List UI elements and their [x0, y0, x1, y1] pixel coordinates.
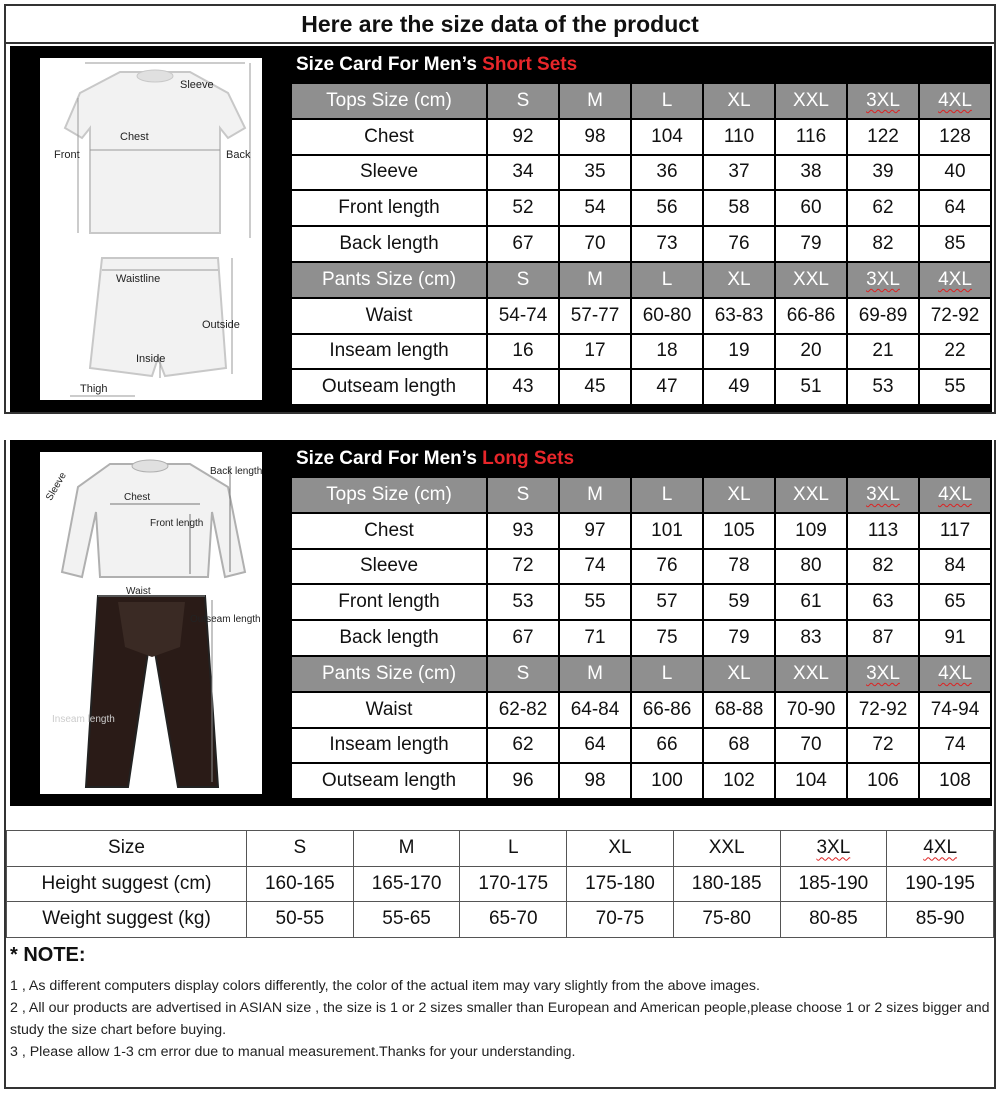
tops-header-row	[292, 478, 992, 514]
label-back: Back	[226, 149, 251, 161]
value-cell: 66-86	[776, 299, 848, 335]
value-cell: 102	[704, 764, 776, 800]
value-cell: 98	[560, 764, 632, 800]
value-cell: 79	[776, 227, 848, 263]
value-cell: 74	[560, 550, 632, 586]
row-label: Sleeve	[292, 550, 488, 586]
row-label: Height suggest (cm)	[7, 866, 247, 902]
table-row	[292, 156, 992, 192]
value-cell: 59	[704, 585, 776, 621]
value-cell: 60-80	[632, 299, 704, 335]
value-cell: 87	[848, 621, 920, 657]
value-cell: 85	[920, 227, 992, 263]
size-cell: M	[353, 831, 460, 867]
size-cell: M	[560, 263, 632, 299]
label-thigh: Thigh	[80, 383, 108, 395]
value-cell: 82	[848, 227, 920, 263]
value-cell: 66-86	[632, 693, 704, 729]
table-row	[292, 299, 992, 335]
value-cell: 61	[776, 585, 848, 621]
value-cell: 72	[488, 550, 560, 586]
value-cell: 79	[704, 621, 776, 657]
size-cell: L	[460, 831, 567, 867]
label-outseam: Outseam length	[190, 614, 261, 625]
note-item: 1 , As different computers display colors differently, the color of the actual item may vary slightly from the above images.	[10, 978, 760, 994]
size-cell: XL	[704, 478, 776, 514]
size-cell: XL	[567, 831, 674, 867]
value-cell: 64	[920, 191, 992, 227]
value-cell: 47	[632, 370, 704, 406]
size-cell: L	[632, 84, 704, 120]
value-cell: 97	[560, 514, 632, 550]
table-row	[292, 550, 992, 586]
value-cell: 101	[632, 514, 704, 550]
value-cell: 58	[704, 191, 776, 227]
pants-header-row	[292, 263, 992, 299]
value-cell: 63-83	[704, 299, 776, 335]
value-cell: 38	[776, 156, 848, 192]
table-row	[292, 585, 992, 621]
table-row	[292, 764, 992, 800]
value-cell: 52	[488, 191, 560, 227]
value-cell: 72	[848, 729, 920, 765]
value-cell: 71	[560, 621, 632, 657]
long-jersey-diagram	[40, 452, 262, 794]
size-cell: L	[632, 478, 704, 514]
value-cell: 19	[704, 335, 776, 371]
value-cell: 69-89	[848, 299, 920, 335]
label-chest: Chest	[124, 492, 151, 503]
value-cell: 76	[632, 550, 704, 586]
short-sets-table	[292, 84, 992, 406]
size-cell: 4XL	[920, 657, 992, 693]
value-cell: 76	[704, 227, 776, 263]
size-cell: XL	[704, 657, 776, 693]
value-cell: 34	[488, 156, 560, 192]
value-cell: 104	[776, 764, 848, 800]
value-cell: 70	[776, 729, 848, 765]
value-cell: 72-92	[920, 299, 992, 335]
row-label: Inseam length	[292, 335, 488, 371]
short-sets-illustration	[40, 58, 262, 400]
value-cell: 60	[776, 191, 848, 227]
size-cell: XL	[704, 84, 776, 120]
value-cell: 64	[560, 729, 632, 765]
value-cell: 109	[776, 514, 848, 550]
size-cell: XXL	[673, 831, 780, 867]
table-row	[292, 120, 992, 156]
value-cell: 160-165	[247, 866, 354, 902]
value-cell: 113	[848, 514, 920, 550]
value-cell: 39	[848, 156, 920, 192]
long-sets-section	[10, 440, 992, 806]
value-cell: 73	[632, 227, 704, 263]
tops-header-row	[292, 84, 992, 120]
size-cell: 3XL	[848, 263, 920, 299]
table-row	[292, 514, 992, 550]
value-cell: 85-90	[887, 902, 994, 938]
value-cell: 98	[560, 120, 632, 156]
size-cell: L	[632, 657, 704, 693]
value-cell: 40	[920, 156, 992, 192]
value-cell: 185-190	[780, 866, 887, 902]
value-cell: 170-175	[460, 866, 567, 902]
page-title: Here are the size data of the product	[4, 4, 996, 44]
row-label: Sleeve	[292, 156, 488, 192]
label-chest: Chest	[120, 131, 149, 143]
value-cell: 165-170	[353, 866, 460, 902]
value-cell: 64-84	[560, 693, 632, 729]
size-cell: XXL	[776, 657, 848, 693]
size-cell: S	[488, 84, 560, 120]
suggest-header-row	[7, 831, 994, 867]
heading-prefix: Size Card For Men’s	[296, 448, 483, 469]
size-cell: XL	[704, 263, 776, 299]
size-cell: L	[632, 263, 704, 299]
value-cell: 35	[560, 156, 632, 192]
value-cell: 57	[632, 585, 704, 621]
value-cell: 16	[488, 335, 560, 371]
row-label: Front length	[292, 191, 488, 227]
long-sets-heading	[292, 440, 992, 478]
value-cell: 108	[920, 764, 992, 800]
value-cell: 75	[632, 621, 704, 657]
size-cell: 4XL	[920, 478, 992, 514]
table-row	[7, 902, 994, 938]
value-cell: 128	[920, 120, 992, 156]
value-cell: 80-85	[780, 902, 887, 938]
value-cell: 49	[704, 370, 776, 406]
value-cell: 65-70	[460, 902, 567, 938]
value-cell: 65	[920, 585, 992, 621]
value-cell: 70	[560, 227, 632, 263]
value-cell: 67	[488, 621, 560, 657]
size-cell: 3XL	[848, 84, 920, 120]
value-cell: 36	[632, 156, 704, 192]
value-cell: 91	[920, 621, 992, 657]
row-label: Back length	[292, 227, 488, 263]
value-cell: 18	[632, 335, 704, 371]
label-waist: Waist	[126, 586, 151, 597]
value-cell: 80	[776, 550, 848, 586]
value-cell: 54-74	[488, 299, 560, 335]
short-sets-heading	[292, 46, 992, 84]
value-cell: 53	[488, 585, 560, 621]
table-row	[292, 621, 992, 657]
value-cell: 53	[848, 370, 920, 406]
value-cell: 57-77	[560, 299, 632, 335]
size-cell: XXL	[776, 263, 848, 299]
value-cell: 55	[920, 370, 992, 406]
value-cell: 74-94	[920, 693, 992, 729]
value-cell: 116	[776, 120, 848, 156]
value-cell: 62-82	[488, 693, 560, 729]
label-inseam: Inseam length	[52, 714, 115, 725]
tops-header: Tops Size (cm)	[292, 84, 488, 120]
value-cell: 72-92	[848, 693, 920, 729]
label-sleeve: Sleeve	[180, 79, 214, 91]
heading-prefix: Size Card For Men’s	[296, 54, 483, 75]
tops-header: Tops Size (cm)	[292, 478, 488, 514]
value-cell: 68-88	[704, 693, 776, 729]
row-label: Outseam length	[292, 370, 488, 406]
value-cell: 70-75	[567, 902, 674, 938]
value-cell: 45	[560, 370, 632, 406]
row-label: Front length	[292, 585, 488, 621]
row-label: Chest	[292, 120, 488, 156]
table-row	[7, 866, 994, 902]
label-inside: Inside	[136, 353, 166, 365]
value-cell: 110	[704, 120, 776, 156]
label-waistline: Waistline	[116, 273, 161, 285]
value-cell: 75-80	[673, 902, 780, 938]
section-divider	[4, 412, 996, 440]
short-jersey-diagram	[40, 58, 262, 400]
long-sets-illustration	[40, 452, 262, 794]
value-cell: 78	[704, 550, 776, 586]
value-cell: 67	[488, 227, 560, 263]
value-cell: 62	[848, 191, 920, 227]
size-cell: S	[488, 263, 560, 299]
size-cell: M	[560, 84, 632, 120]
value-cell: 17	[560, 335, 632, 371]
row-label: Waist	[292, 299, 488, 335]
note-item: 3 , Please allow 1-3 cm error due to manual measurement.Thanks for your understanding.	[10, 1044, 576, 1060]
table-row	[292, 191, 992, 227]
value-cell: 50-55	[247, 902, 354, 938]
size-cell: XXL	[776, 478, 848, 514]
heading-highlight: Long Sets	[482, 448, 575, 469]
size-cell: 4XL	[887, 831, 994, 867]
value-cell: 92	[488, 120, 560, 156]
row-label: Chest	[292, 514, 488, 550]
size-cell: S	[488, 657, 560, 693]
value-cell: 74	[920, 729, 992, 765]
value-cell: 104	[632, 120, 704, 156]
row-label: Inseam length	[292, 729, 488, 765]
notes-heading: * NOTE:	[10, 944, 86, 966]
value-cell: 82	[848, 550, 920, 586]
size-suggest-table	[6, 830, 994, 938]
value-cell: 83	[776, 621, 848, 657]
label-front-length: Front length	[150, 518, 204, 529]
long-sets-size-card	[292, 440, 992, 800]
table-row	[292, 227, 992, 263]
label-front: Front	[54, 149, 80, 161]
size-cell: M	[560, 657, 632, 693]
notes-section	[10, 944, 990, 1063]
note-item: 2 , All our products are advertised in ASIAN size , the size is 1 or 2 sizes smaller than European and American people,please choose 1 or 2 sizes bigger and study the size chart before buying.	[10, 1000, 990, 1038]
value-cell: 56	[632, 191, 704, 227]
value-cell: 20	[776, 335, 848, 371]
table-row	[292, 335, 992, 371]
size-cell: M	[560, 478, 632, 514]
size-cell: 3XL	[780, 831, 887, 867]
pants-header: Pants Size (cm)	[292, 657, 488, 693]
value-cell: 55	[560, 585, 632, 621]
size-cell: 3XL	[848, 657, 920, 693]
row-label: Back length	[292, 621, 488, 657]
short-sets-size-card	[292, 46, 992, 406]
table-row	[292, 729, 992, 765]
size-cell: 4XL	[920, 263, 992, 299]
value-cell: 105	[704, 514, 776, 550]
value-cell: 54	[560, 191, 632, 227]
table-row	[292, 370, 992, 406]
value-cell: 43	[488, 370, 560, 406]
value-cell: 117	[920, 514, 992, 550]
row-label: Waist	[292, 693, 488, 729]
value-cell: 21	[848, 335, 920, 371]
heading-highlight: Short Sets	[482, 54, 578, 75]
value-cell: 175-180	[567, 866, 674, 902]
value-cell: 70-90	[776, 693, 848, 729]
size-cell: S	[247, 831, 354, 867]
size-header: Size	[7, 831, 247, 867]
label-sleeve: Sleeve	[44, 470, 69, 503]
value-cell: 62	[488, 729, 560, 765]
value-cell: 180-185	[673, 866, 780, 902]
value-cell: 63	[848, 585, 920, 621]
value-cell: 22	[920, 335, 992, 371]
label-outside: Outside	[202, 319, 240, 331]
value-cell: 68	[704, 729, 776, 765]
value-cell: 93	[488, 514, 560, 550]
value-cell: 122	[848, 120, 920, 156]
size-cell: 3XL	[848, 478, 920, 514]
value-cell: 96	[488, 764, 560, 800]
value-cell: 66	[632, 729, 704, 765]
value-cell: 51	[776, 370, 848, 406]
row-label: Weight suggest (kg)	[7, 902, 247, 938]
size-cell: S	[488, 478, 560, 514]
value-cell: 84	[920, 550, 992, 586]
row-label: Outseam length	[292, 764, 488, 800]
long-sets-table	[292, 478, 992, 800]
value-cell: 55-65	[353, 902, 460, 938]
label-back-length: Back length	[210, 466, 262, 477]
value-cell: 190-195	[887, 866, 994, 902]
value-cell: 106	[848, 764, 920, 800]
table-row	[292, 693, 992, 729]
pants-header-row	[292, 657, 992, 693]
pants-header: Pants Size (cm)	[292, 263, 488, 299]
size-cell: 4XL	[920, 84, 992, 120]
short-sets-section	[10, 46, 992, 412]
value-cell: 100	[632, 764, 704, 800]
value-cell: 37	[704, 156, 776, 192]
size-cell: XXL	[776, 84, 848, 120]
